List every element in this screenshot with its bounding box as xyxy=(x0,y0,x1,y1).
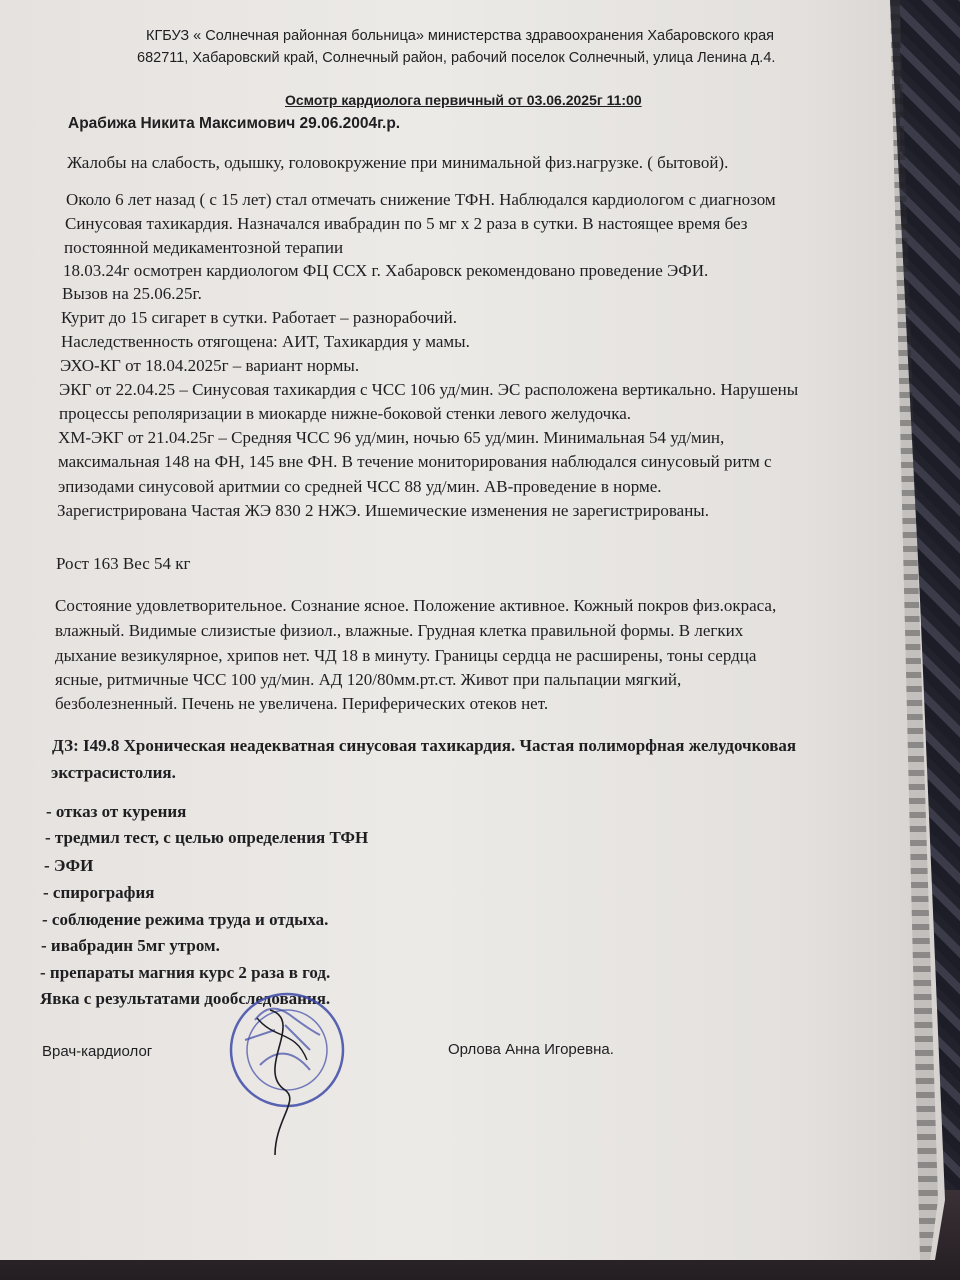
status-line: ясные, ритмичные ЧСС 100 уд/мин. АД 120/80мм.рт.ст. Живот при пальпации мягкий, xyxy=(55,670,682,689)
doctor-stamp xyxy=(215,990,355,1165)
recommendation-item: - ЭФИ xyxy=(44,856,94,875)
complaints-text: Жалобы на слабость, одышку, головокружение при минимальной физ.нагрузке. ( бытовой). xyxy=(67,153,729,172)
history-line: Вызов на 25.06.25г. xyxy=(62,284,202,303)
recommendation-item: - спирография xyxy=(43,883,155,902)
recommendation-item: - отказ от курения xyxy=(46,802,187,821)
status-line: безболезненный. Печень не увеличена. Периферических отеков нет. xyxy=(55,694,549,713)
history-line: Наследственность отягощена: АИТ, Тахикардия у мамы. xyxy=(61,332,470,351)
status-line: Состояние удовлетворительное. Сознание ясное. Положение активное. Кожный покров физ.окраса, xyxy=(55,596,777,615)
patient-name: Арабижа Никита Максимович 29.06.2004г.р. xyxy=(68,115,401,132)
status-line: влажный. Видимые слизистые физиол., влажные. Грудная клетка правильной формы. В легких xyxy=(55,621,744,640)
history-line: ХМ-ЭКГ от 21.04.25г – Средняя ЧСС 96 уд/мин, ночью 65 уд/мин. Минимальная 54 уд/мин, xyxy=(58,428,725,447)
history-line: ЭХО-КГ от 18.04.2025г – вариант нормы. xyxy=(60,356,360,375)
history-line: ЭКГ от 22.04.25 – Синусовая тахикардия с ЧСС 106 уд/мин. ЭС расположена вертикально. Нарушены xyxy=(59,380,799,399)
doctor-name: Орлова Анна Игоревна. xyxy=(448,1041,614,1058)
history-line: процессы реполяризации в миокарде нижне-боковой стенки левого желудочка. xyxy=(59,404,631,423)
recommendation-item: - ивабрадин 5мг утром. xyxy=(41,936,220,955)
recommendation-item: - препараты магния курс 2 раза в год. xyxy=(40,963,331,982)
follow-up-note: Явка с результатами дообследования. xyxy=(40,989,331,1008)
history-line: постоянной медикаментозной терапии xyxy=(64,238,344,257)
header-institution: КГБУЗ « Солнечная районная больница» министерства здравоохранения Хабаровского края xyxy=(146,28,774,44)
height-weight: Рост 163 Вес 54 кг xyxy=(56,554,191,573)
status-line: дыхание везикулярное, хрипов нет. ЧД 18 в минуту. Границы сердца не расширены, тоны сердца xyxy=(55,646,757,665)
history-line: Около 6 лет назад ( с 15 лет) стал отмечать снижение ТФН. Наблюдался кардиологом с диагнозом xyxy=(66,190,776,209)
diagnosis-line: экстрасистолия. xyxy=(51,763,176,782)
header-address: 682711, Хабаровский край, Солнечный район, рабочий поселок Солнечный, улица Ленина д.4. xyxy=(137,50,776,66)
history-line: 18.03.24г осмотрен кардиологом ФЦ ССХ г. Хабаровск рекомендовано проведение ЭФИ. xyxy=(63,261,709,280)
history-line: эпизодами синусовой аритмии со средней ЧСС 88 уд/мин. АВ-проведение в норме. xyxy=(58,477,662,496)
recommendation-item: - тредмил тест, с целью определения ТФН xyxy=(45,828,369,847)
history-line: Зарегистрирована Частая ЖЭ 830 2 НЖЭ. Ишемические изменения не зарегистрированы. xyxy=(57,501,709,520)
doctor-role: Врач-кардиолог xyxy=(42,1043,153,1060)
history-line: Синусовая тахикардия. Назначался ивабрадин по 5 мг х 2 раза в сутки. В настоящее время без xyxy=(65,214,748,233)
stamp-signature-graphic xyxy=(215,990,355,1160)
recommendation-item: - соблюдение режима труда и отдыха. xyxy=(42,910,329,929)
history-line: максимальная 148 на ФН, 145 вне ФН. В течение мониторирования наблюдался синусовый ритм с xyxy=(58,452,772,471)
history-line: Курит до 15 сигарет в сутки. Работает – разнорабочий. xyxy=(61,308,457,327)
document-title: Осмотр кардиолога первичный от 03.06.2025г 11:00 xyxy=(285,92,642,108)
diagnosis-line: ДЗ: I49.8 Хроническая неадекватная синусовая тахикардия. Частая полиморфная желудочковая xyxy=(52,736,797,755)
